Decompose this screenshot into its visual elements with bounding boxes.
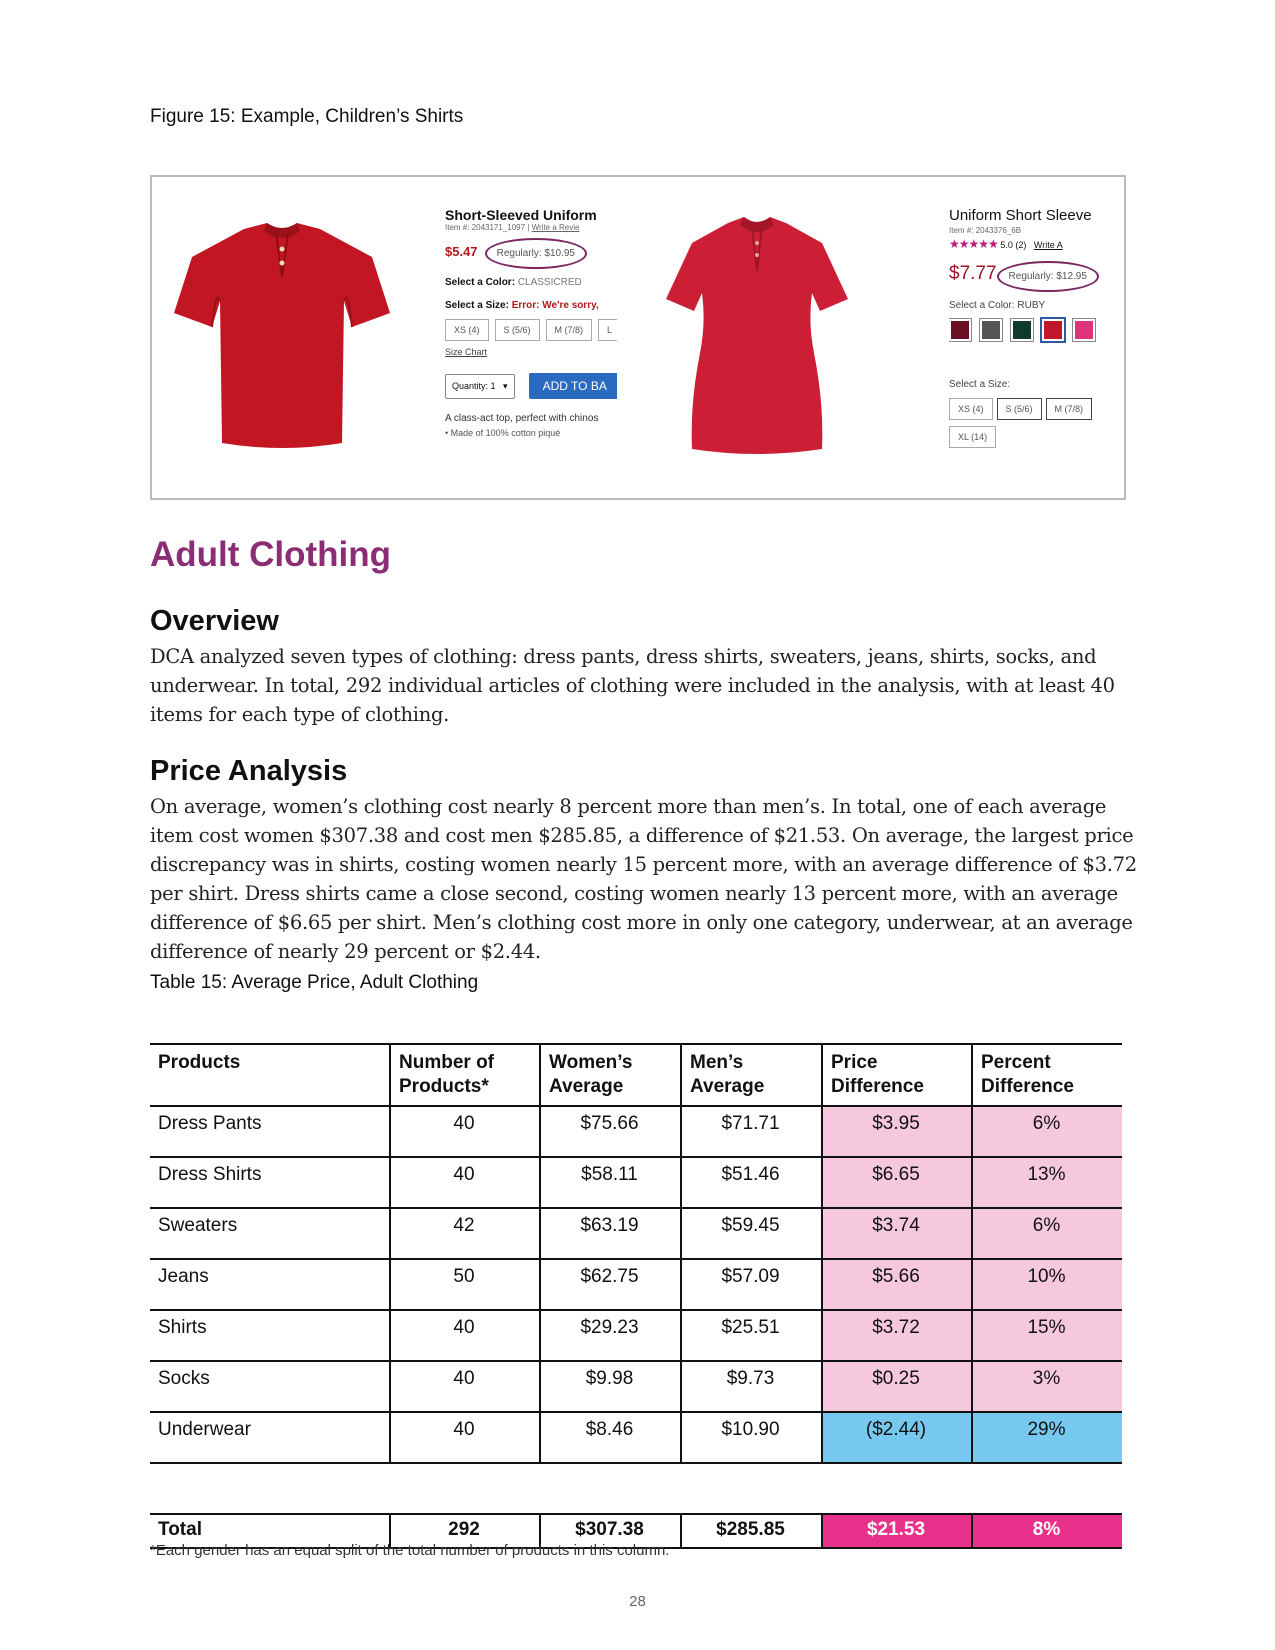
right-color-label: Select a Color:	[949, 300, 1015, 311]
count-cell: 40	[390, 1310, 540, 1361]
overview-text: DCA analyzed seven types of clothing: dress pants, dress shirts, sweaters, jeans, shirts, socks, and underwear. In total, 292 individual articles of clothing were included in the analysis, with at least 40 items for each type of clothing.	[150, 645, 1115, 726]
pct-diff-cell: 6%	[972, 1106, 1122, 1157]
table-row	[150, 1106, 1122, 1157]
women-avg-cell: $8.46	[540, 1412, 681, 1463]
total-women-cell: $307.38	[540, 1514, 681, 1548]
men-avg-cell: $9.73	[681, 1361, 822, 1412]
total-men-cell: $285.85	[681, 1514, 822, 1548]
boys-polo-shirt-image	[172, 217, 392, 457]
product-cell: Jeans	[150, 1259, 390, 1310]
right-size-label: Select a Size:	[949, 379, 1011, 390]
product-cell: Sweaters	[150, 1208, 390, 1259]
figure-caption: Figure 15: Example, Children’s Shirts	[150, 106, 464, 127]
table-row	[150, 1310, 1122, 1361]
price-diff-cell: $6.65	[822, 1157, 972, 1208]
price-table	[150, 1043, 1122, 1549]
table-caption: Table 15: Average Price, Adult Clothing	[150, 972, 479, 993]
right-size-option[interactable]: S (5/6)	[997, 398, 1042, 420]
left-size-label: Select a Size:	[445, 300, 509, 311]
price-diff-cell: ($2.44)	[822, 1412, 972, 1463]
rating-value: 5.0	[1000, 240, 1013, 250]
pct-diff-cell: 13%	[972, 1157, 1122, 1208]
pct-diff-cell: 3%	[972, 1361, 1122, 1412]
spacer-cell	[540, 1463, 681, 1514]
pct-diff-cell: 29%	[972, 1412, 1122, 1463]
left-size-option[interactable]: XS (4)	[445, 319, 489, 341]
price-diff-cell: $3.74	[822, 1208, 972, 1259]
chevron-down-icon: ▾	[503, 380, 508, 391]
product-cell: Shirts	[150, 1310, 390, 1361]
table-header-row	[150, 1044, 1122, 1106]
count-cell: 42	[390, 1208, 540, 1259]
right-product-title: Uniform Short Sleeve	[949, 207, 1092, 224]
table-spacer	[150, 1463, 1122, 1514]
pct-diff-cell: 6%	[972, 1208, 1122, 1259]
count-cell: 40	[390, 1106, 540, 1157]
spacer-cell	[822, 1463, 972, 1514]
left-color-value: CLASSICRED	[517, 277, 582, 288]
add-to-bag-button[interactable]: ADD TO BA	[529, 373, 617, 399]
right-item-number: Item #: 2043376_6B	[949, 226, 1022, 235]
price-diff-cell: $3.72	[822, 1310, 972, 1361]
price-diff-cell: $3.95	[822, 1106, 972, 1157]
left-product-description: A class-act top, perfect with chinos	[445, 413, 599, 424]
color-swatch[interactable]	[949, 319, 971, 341]
women-avg-cell: $75.66	[540, 1106, 681, 1157]
left-size-error: Error: We're sorry,	[511, 300, 599, 311]
spacer-cell	[150, 1463, 390, 1514]
table-row	[150, 1361, 1122, 1412]
left-product-title: Short-Sleeved Uniform	[445, 207, 597, 223]
left-size-option[interactable]: L	[598, 319, 617, 341]
total-count-cell: 292	[390, 1514, 540, 1548]
figure-screenshot	[150, 175, 1126, 500]
product-cell: Underwear	[150, 1412, 390, 1463]
color-swatch[interactable]	[980, 319, 1002, 341]
left-size-option[interactable]: M (7/8)	[546, 319, 593, 341]
women-avg-cell: $58.11	[540, 1157, 681, 1208]
col-header-pct-diff: Percent Difference	[972, 1044, 1122, 1106]
product-cell: Dress Pants	[150, 1106, 390, 1157]
men-avg-cell: $25.51	[681, 1310, 822, 1361]
left-item-number: Item #: 2043171_1097	[445, 223, 526, 232]
spacer-cell	[972, 1463, 1122, 1514]
men-avg-cell: $51.46	[681, 1157, 822, 1208]
girls-polo-shirt-image	[662, 213, 852, 463]
right-regular-price: Regularly: $12.95	[997, 261, 1099, 292]
table-row	[150, 1412, 1122, 1463]
color-swatch[interactable]	[1042, 319, 1064, 341]
right-product-panel	[949, 207, 1109, 448]
section-title: Adult Clothing	[150, 535, 392, 574]
men-avg-cell: $10.90	[681, 1412, 822, 1463]
rating-stars-icon: ★★★★★	[949, 237, 998, 251]
overview-heading: Overview	[150, 605, 279, 637]
total-price-diff-cell: $21.53	[822, 1514, 972, 1548]
col-header-count: Number of Products*	[390, 1044, 540, 1106]
left-color-label: Select a Color:	[445, 277, 516, 288]
col-header-products: Products	[150, 1044, 390, 1106]
product-cell: Socks	[150, 1361, 390, 1412]
spacer-cell	[681, 1463, 822, 1514]
color-swatch[interactable]	[1073, 319, 1095, 341]
left-regular-price: Regularly: $10.95	[485, 238, 587, 269]
pct-diff-cell: 10%	[972, 1259, 1122, 1310]
count-cell: 50	[390, 1259, 540, 1310]
color-swatch[interactable]	[1011, 319, 1033, 341]
right-size-option[interactable]: XS (4)	[949, 398, 993, 420]
count-cell: 40	[390, 1157, 540, 1208]
price-diff-cell: $5.66	[822, 1259, 972, 1310]
page-number: 28	[629, 1593, 646, 1610]
women-avg-cell: $29.23	[540, 1310, 681, 1361]
right-color-value: RUBY	[1017, 300, 1046, 311]
count-cell: 40	[390, 1361, 540, 1412]
women-avg-cell: $63.19	[540, 1208, 681, 1259]
total-pct-diff-cell: 8%	[972, 1514, 1122, 1548]
right-size-option[interactable]: XL (14)	[949, 426, 996, 448]
table-row	[150, 1157, 1122, 1208]
left-size-option[interactable]: S (5/6)	[495, 319, 540, 341]
right-size-option[interactable]: M (7/8)	[1046, 398, 1093, 420]
col-header-men: Men’s Average	[681, 1044, 822, 1106]
left-sale-price: $5.47	[445, 244, 478, 259]
left-product-panel: Short-Sleeved Uniform Item #: 2043171_1097 | Write a Revie $5.47 Regularly: $10.95 Select a Color: CLASSICRED Select a Size: Error: We're sorry, XS (4) S (5/6) M (7/8) L Size Chart Quantity: 1 ▾ ADD TO BA A class-act top, perfect with chinos • Made of 100% cotton piqué	[445, 207, 617, 438]
col-header-price-diff: Price Difference	[822, 1044, 972, 1106]
right-sale-price: $7.77	[949, 263, 997, 284]
quantity-select[interactable]: Quantity: 1 ▾	[445, 374, 515, 399]
product-cell: Dress Shirts	[150, 1157, 390, 1208]
review-count: (2)	[1015, 240, 1027, 250]
left-write-review-link[interactable]: Write a Revie	[531, 223, 580, 232]
col-header-women: Women’s Average	[540, 1044, 681, 1106]
spacer-cell	[390, 1463, 540, 1514]
count-cell: 40	[390, 1412, 540, 1463]
men-avg-cell: $57.09	[681, 1259, 822, 1310]
size-chart-link[interactable]: Size Chart	[445, 347, 488, 357]
table-row	[150, 1208, 1122, 1259]
men-avg-cell: $71.71	[681, 1106, 822, 1157]
left-product-bullet: Made of 100% cotton piqué	[450, 428, 561, 438]
pct-diff-cell: 15%	[972, 1310, 1122, 1361]
women-avg-cell: $9.98	[540, 1361, 681, 1412]
right-write-review-link[interactable]: Write A	[1033, 240, 1063, 250]
table-row	[150, 1259, 1122, 1310]
women-avg-cell: $62.75	[540, 1259, 681, 1310]
price-analysis-text: On average, women’s clothing cost nearly 8 percent more than men’s. In total, one of each average item cost women $307.38 and cost men $285.85, a difference of $21.53. On average, the largest price discrepancy was in shirts, costing women nearly 15 percent more, with an average difference of $3.72 per shirt. Dress shirts came a close second, costing women nearly 13 percent more, with an average difference of $6.65 per shirt. Men’s clothing cost more in only one category, underwear, at an average difference of nearly 29 percent or $2.44.	[150, 795, 1137, 963]
price-diff-cell: $0.25	[822, 1361, 972, 1412]
men-avg-cell: $59.45	[681, 1208, 822, 1259]
table-footnote: *Each gender has an equal split of the total number of products in this column.	[150, 1542, 670, 1559]
total-label-cell: Total	[150, 1514, 390, 1548]
price-analysis-heading: Price Analysis	[150, 755, 348, 787]
